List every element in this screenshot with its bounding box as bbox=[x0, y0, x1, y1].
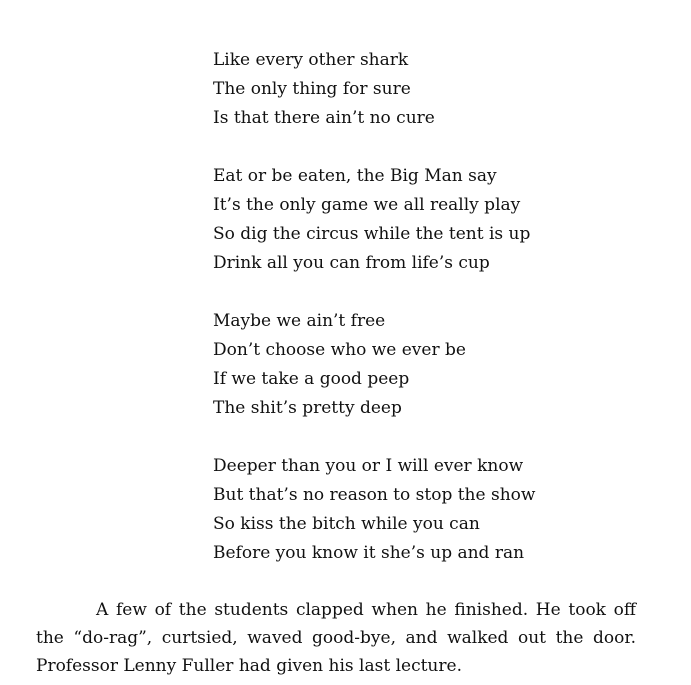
stanza-2 bbox=[213, 162, 633, 278]
poem-line: It’s the only game we all really play bbox=[213, 195, 521, 215]
poem-line: So dig the circus while the tent is up bbox=[213, 224, 531, 244]
poem-line: Drink all you can from life’s cup bbox=[213, 253, 490, 273]
poem-line: Eat or be eaten, the Big Man say bbox=[213, 166, 497, 186]
poem-line: So kiss the bitch while you can bbox=[213, 514, 480, 534]
poem bbox=[213, 46, 633, 597]
stanza-4 bbox=[213, 452, 633, 568]
poem-line: The only thing for sure bbox=[213, 79, 411, 99]
stanza-1 bbox=[213, 46, 633, 133]
stanza-3 bbox=[213, 307, 633, 423]
poem-line: Before you know it she’s up and ran bbox=[213, 543, 525, 563]
poem-line: Is that there ain’t no cure bbox=[213, 108, 435, 128]
poem-line: The shit’s pretty deep bbox=[213, 398, 402, 418]
poem-line: Don’t choose who we ever be bbox=[213, 340, 466, 360]
prose-section bbox=[36, 596, 636, 680]
poem-line: Maybe we ain’t free bbox=[213, 311, 386, 331]
closing-paragraph: A few of the students clapped when he finished. He took off the “do-rag”, curtsied, waved good-bye, and walked out the door. Professor Lenny Fuller had given his last lecture. bbox=[36, 600, 636, 676]
poem-line: But that’s no reason to stop the show bbox=[213, 485, 536, 505]
poem-line: If we take a good peep bbox=[213, 369, 410, 389]
poem-line: Deeper than you or I will ever know bbox=[213, 456, 524, 476]
poem-line: Like every other shark bbox=[213, 50, 409, 70]
